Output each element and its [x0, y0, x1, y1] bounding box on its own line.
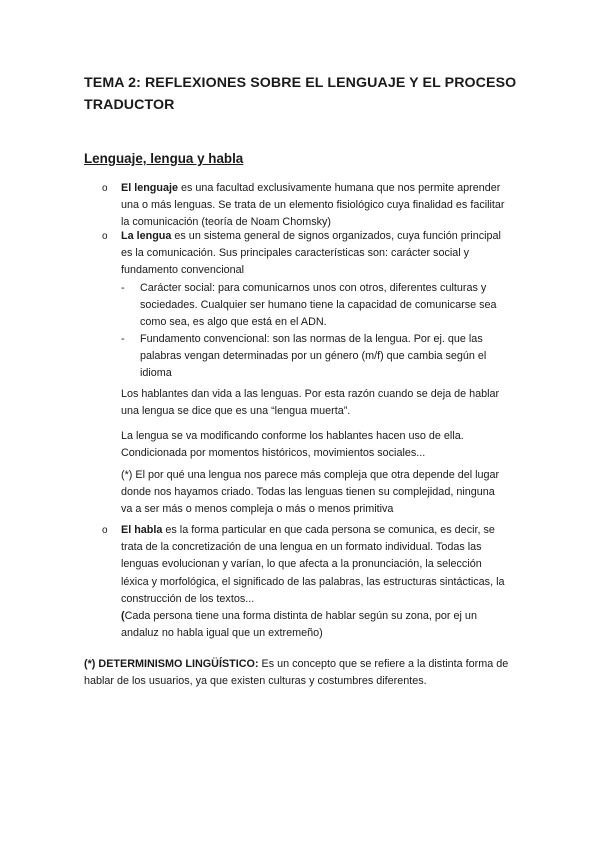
- dash-bullet: -: [121, 282, 125, 294]
- paragraph-modificando: [121, 428, 521, 462]
- list-item-lenguaje: [102, 180, 521, 232]
- text-line: (*) El por qué una lengua nos parece más compleja que otra depende del lugar: [121, 469, 500, 481]
- text-line: construcción de los textos...: [121, 592, 255, 605]
- bullet-icon: o: [102, 525, 108, 536]
- text-line: como sea, es algo que está en el ADN.: [140, 316, 327, 329]
- term-habla: El habla: [121, 524, 163, 536]
- text-line: Fundamento convencional: son las normas de la lengua. Por ej. que las: [140, 333, 483, 345]
- paragraph-hablantes: [121, 386, 521, 420]
- text-line: es la forma particular en que cada persona se comunica, es decir, se: [162, 524, 495, 536]
- text-line: palabras vengan determinadas por un género (m/f) que cambia según el: [140, 350, 487, 363]
- text-line: sociedades. Cualquier ser humano tiene la capacidad de comunicarse sea: [140, 299, 497, 312]
- text-line: La lengua se va modificando conforme los hablantes hacen uso de ella.: [121, 430, 464, 442]
- note-open-paren: (: [121, 610, 125, 623]
- sublist-item-fundamento: [121, 331, 520, 383]
- text-line: idioma: [140, 367, 172, 380]
- term-lenguaje: El lenguaje: [121, 182, 178, 194]
- text-line: trata de la concretización de una lengua en un formato individual. Todas las: [121, 541, 482, 554]
- text-line: lenguas evolucionan y varían, lo que afecta a la pronunciación, la selección: [121, 558, 482, 571]
- text-line: es una facultad exclusivamente humana que nos permite aprender: [178, 182, 501, 194]
- bullet-icon: o: [102, 183, 108, 194]
- list-item-habla: [102, 522, 521, 642]
- term-determinismo: (*) DETERMINISMO LINGÜÍSTICO:: [84, 658, 259, 670]
- paragraph-compleja: [121, 467, 521, 519]
- sublist-item-caracter-social: [121, 280, 520, 332]
- text-line: es la comunicación. Sus principales características son: carácter social y: [121, 247, 470, 260]
- title-line-1: TEMA 2: REFLEXIONES SOBRE EL LENGUAJE Y EL PROCESO: [84, 75, 517, 91]
- text-line: donde nos hayamos criado. Todas las lenguas tienen su complejidad, ninguna: [121, 486, 495, 499]
- term-lengua: La lengua: [121, 230, 172, 242]
- dash-bullet: -: [121, 333, 125, 345]
- list-item-lengua: [102, 228, 521, 280]
- text-line: Es un concepto que se refiere a la distinta forma de: [258, 658, 509, 670]
- title-line-2: TRADUCTOR: [84, 97, 175, 113]
- text-line: hablar de los usuarios, ya que existen culturas y costumbres diferentes.: [84, 675, 427, 688]
- text-line: Cada persona tiene una forma distinta de hablar según su zona, por ej un: [124, 610, 477, 623]
- determinismo-paragraph: [84, 656, 524, 690]
- page-title: [84, 72, 524, 116]
- text-line: fundamento convencional: [121, 264, 245, 277]
- bullet-icon: o: [102, 231, 108, 242]
- text-line: va a ser más o menos compleja o más o menos primitiva: [121, 503, 394, 516]
- text-line: la comunicación (teoría de Noam Chomsky): [121, 216, 332, 229]
- text-line: andaluz no habla igual que un extremeño): [121, 627, 323, 640]
- text-line: Carácter social: para comunicarnos unos con otros, diferentes culturas y: [140, 282, 487, 294]
- text-line: es un sistema general de signos organizados, cuya función principal: [171, 230, 501, 242]
- section-heading: Lenguaje, lengua y habla: [84, 151, 244, 166]
- text-line: léxica y morfológica, el significado de las palabras, las estructuras sintácticas, la: [121, 575, 505, 588]
- text-line: Los hablantes dan vida a las lenguas. Por esta razón cuando se deja de hablar: [121, 388, 500, 400]
- text-line: una lengua se dice que es una “lengua muerta”.: [121, 405, 351, 418]
- text-line: Condicionada por momentos históricos, movimientos sociales...: [121, 447, 426, 460]
- text-line: una o más lenguas. Se trata de un elemento fisiológico cuya finalidad es facilitar: [121, 199, 505, 212]
